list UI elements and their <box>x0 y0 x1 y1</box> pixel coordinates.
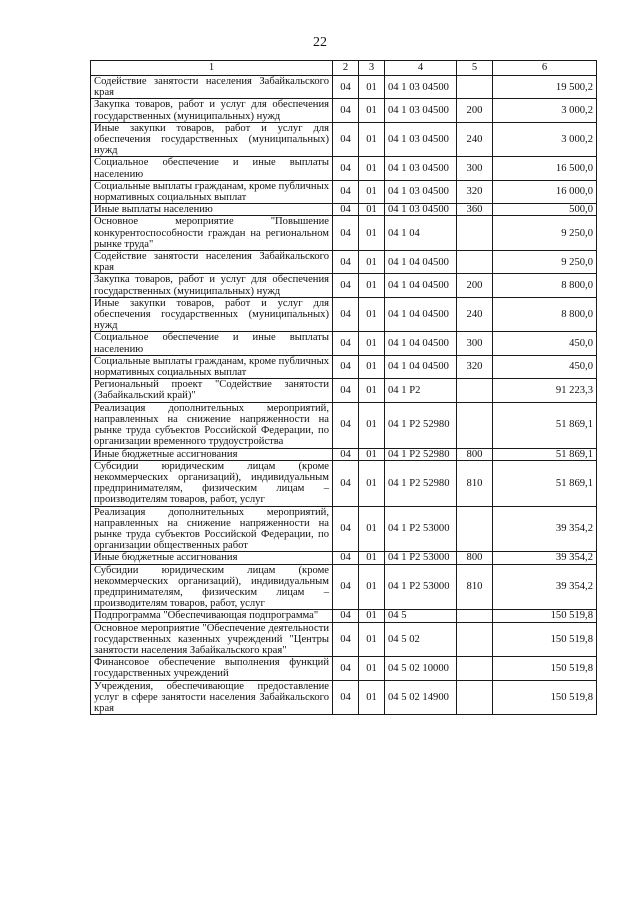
row-name-cell: Субсидии юридическим лицам (кроме некоммерческих организаций), индивидуальным предпринимателям, физическим лицам – производителям товаров, работ, услуг <box>91 460 333 506</box>
row-col3-cell: 01 <box>359 297 385 332</box>
row-amount-cell: 150 519,8 <box>493 657 597 680</box>
row-col2-cell: 04 <box>333 76 359 99</box>
row-code-cell: 04 1 03 04500 <box>385 122 457 157</box>
row-col2-cell: 04 <box>333 204 359 216</box>
table-row <box>91 216 597 251</box>
row-col2-cell: 04 <box>333 297 359 332</box>
header-col-5: 5 <box>457 61 493 76</box>
row-code-cell: 04 1 P2 53000 <box>385 552 457 564</box>
table-row <box>91 402 597 448</box>
row-col3-cell: 01 <box>359 622 385 657</box>
row-name-cell: Социальное обеспечение и иные выплаты населению <box>91 332 333 355</box>
row-amount-cell: 8 800,0 <box>493 297 597 332</box>
row-type-cell: 800 <box>457 552 493 564</box>
row-col2-cell: 04 <box>333 552 359 564</box>
table-row <box>91 657 597 680</box>
row-amount-cell: 91 223,3 <box>493 379 597 402</box>
page-number: 22 <box>313 35 327 50</box>
row-amount-cell: 3 000,2 <box>493 122 597 157</box>
row-code-cell: 04 1 03 04500 <box>385 204 457 216</box>
row-amount-cell: 450,0 <box>493 332 597 355</box>
row-code-cell: 04 1 03 04500 <box>385 180 457 203</box>
row-col2-cell: 04 <box>333 274 359 297</box>
row-col3-cell: 01 <box>359 680 385 715</box>
header-col-4: 4 <box>385 61 457 76</box>
table-row <box>91 552 597 564</box>
row-code-cell: 04 1 P2 52980 <box>385 402 457 448</box>
row-name-cell: Реализация дополнительных мероприятий, направленных на снижение напряженности на рынке труда субъектов Российской Федерации, по организации общественных работ <box>91 506 333 552</box>
row-col2-cell: 04 <box>333 216 359 251</box>
row-type-cell: 200 <box>457 99 493 122</box>
row-name-cell: Учреждения, обеспечивающие предоставление услуг в сфере занятости населения Забайкальского края <box>91 680 333 715</box>
row-code-cell: 04 1 04 04500 <box>385 355 457 378</box>
row-col3-cell: 01 <box>359 355 385 378</box>
table-row <box>91 99 597 122</box>
row-col3-cell: 01 <box>359 402 385 448</box>
row-type-cell <box>457 251 493 274</box>
row-code-cell: 04 1 04 <box>385 216 457 251</box>
row-type-cell <box>457 216 493 251</box>
row-name-cell: Субсидии юридическим лицам (кроме некоммерческих организаций), индивидуальным предпринимателям, физическим лицам – производителям товаров, работ, услуг <box>91 564 333 610</box>
row-name-cell: Содействие занятости населения Забайкальского края <box>91 76 333 99</box>
row-col2-cell: 04 <box>333 402 359 448</box>
row-name-cell: Реализация дополнительных мероприятий, направленных на снижение напряженности на рынке труда субъектов Российской Федерации, по организации временного трудоустройства <box>91 402 333 448</box>
row-col2-cell: 04 <box>333 460 359 506</box>
row-col3-cell: 01 <box>359 448 385 460</box>
row-col2-cell: 04 <box>333 332 359 355</box>
table-row <box>91 180 597 203</box>
row-type-cell <box>457 622 493 657</box>
row-amount-cell: 150 519,8 <box>493 610 597 622</box>
row-type-cell: 300 <box>457 332 493 355</box>
row-amount-cell: 3 000,2 <box>493 99 597 122</box>
row-col2-cell: 04 <box>333 157 359 180</box>
row-col3-cell: 01 <box>359 657 385 680</box>
row-col2-cell: 04 <box>333 610 359 622</box>
header-col-3: 3 <box>359 61 385 76</box>
row-col2-cell: 04 <box>333 564 359 610</box>
row-col3-cell: 01 <box>359 216 385 251</box>
row-amount-cell: 9 250,0 <box>493 216 597 251</box>
row-amount-cell: 450,0 <box>493 355 597 378</box>
row-code-cell: 04 5 02 14900 <box>385 680 457 715</box>
row-code-cell: 04 5 02 <box>385 622 457 657</box>
row-col3-cell: 01 <box>359 76 385 99</box>
row-name-cell: Иные выплаты населению <box>91 204 333 216</box>
row-amount-cell: 51 869,1 <box>493 402 597 448</box>
row-col3-cell: 01 <box>359 274 385 297</box>
row-col2-cell: 04 <box>333 355 359 378</box>
row-amount-cell: 51 869,1 <box>493 460 597 506</box>
table-row <box>91 610 597 622</box>
table-row <box>91 157 597 180</box>
row-type-cell <box>457 610 493 622</box>
row-code-cell: 04 1 04 04500 <box>385 297 457 332</box>
table-row <box>91 204 597 216</box>
row-name-cell: Основное мероприятие "Повышение конкурентоспособности граждан на региональном рынке труда" <box>91 216 333 251</box>
table-row <box>91 622 597 657</box>
row-code-cell: 04 1 04 04500 <box>385 251 457 274</box>
row-col3-cell: 01 <box>359 379 385 402</box>
row-name-cell: Социальное обеспечение и иные выплаты населению <box>91 157 333 180</box>
table-row <box>91 76 597 99</box>
row-code-cell: 04 1 P2 <box>385 379 457 402</box>
row-col2-cell: 04 <box>333 251 359 274</box>
row-col3-cell: 01 <box>359 564 385 610</box>
row-type-cell: 240 <box>457 122 493 157</box>
budget-table <box>90 60 597 715</box>
row-col3-cell: 01 <box>359 157 385 180</box>
row-name-cell: Закупка товаров, работ и услуг для обеспечения государственных (муниципальных) нужд <box>91 99 333 122</box>
table-row <box>91 297 597 332</box>
row-amount-cell: 39 354,2 <box>493 564 597 610</box>
row-amount-cell: 8 800,0 <box>493 274 597 297</box>
row-col2-cell: 04 <box>333 622 359 657</box>
row-name-cell: Иные бюджетные ассигнования <box>91 448 333 460</box>
row-type-cell: 320 <box>457 355 493 378</box>
row-amount-cell: 150 519,8 <box>493 680 597 715</box>
row-col2-cell: 04 <box>333 506 359 552</box>
row-code-cell: 04 1 P2 52980 <box>385 448 457 460</box>
row-name-cell: Подпрограмма "Обеспечивающая подпрограмма" <box>91 610 333 622</box>
row-col3-cell: 01 <box>359 460 385 506</box>
row-type-cell: 800 <box>457 448 493 460</box>
row-code-cell: 04 5 02 10000 <box>385 657 457 680</box>
row-amount-cell: 19 500,2 <box>493 76 597 99</box>
row-type-cell: 200 <box>457 274 493 297</box>
header-col-1: 1 <box>91 61 333 76</box>
row-type-cell: 300 <box>457 157 493 180</box>
row-col3-cell: 01 <box>359 506 385 552</box>
row-name-cell: Закупка товаров, работ и услуг для обеспечения государственных (муниципальных) нужд <box>91 274 333 297</box>
row-type-cell <box>457 402 493 448</box>
row-code-cell: 04 1 03 04500 <box>385 99 457 122</box>
row-col2-cell: 04 <box>333 657 359 680</box>
table-row <box>91 379 597 402</box>
row-amount-cell: 51 869,1 <box>493 448 597 460</box>
row-col2-cell: 04 <box>333 99 359 122</box>
row-name-cell: Региональный проект "Содействие занятости (Забайкальский край)" <box>91 379 333 402</box>
table-row <box>91 274 597 297</box>
row-name-cell: Основное мероприятие "Обеспечение деятельности государственных казенных учреждений "Центры занятости населения Забайкальского края" <box>91 622 333 657</box>
row-col2-cell: 04 <box>333 680 359 715</box>
row-type-cell: 240 <box>457 297 493 332</box>
row-name-cell: Иные бюджетные ассигнования <box>91 552 333 564</box>
row-col3-cell: 01 <box>359 552 385 564</box>
row-col3-cell: 01 <box>359 122 385 157</box>
row-amount-cell: 39 354,2 <box>493 506 597 552</box>
row-code-cell: 04 1 P2 53000 <box>385 564 457 610</box>
row-col3-cell: 01 <box>359 332 385 355</box>
row-name-cell: Социальные выплаты гражданам, кроме публичных нормативных социальных выплат <box>91 355 333 378</box>
table-row <box>91 355 597 378</box>
row-col3-cell: 01 <box>359 610 385 622</box>
table-row <box>91 122 597 157</box>
header-col-2: 2 <box>333 61 359 76</box>
row-type-cell: 360 <box>457 204 493 216</box>
row-type-cell: 810 <box>457 564 493 610</box>
table-row <box>91 332 597 355</box>
row-amount-cell: 9 250,0 <box>493 251 597 274</box>
row-col3-cell: 01 <box>359 204 385 216</box>
row-name-cell: Социальные выплаты гражданам, кроме публичных нормативных социальных выплат <box>91 180 333 203</box>
row-col2-cell: 04 <box>333 379 359 402</box>
table-row <box>91 680 597 715</box>
row-code-cell: 04 1 03 04500 <box>385 157 457 180</box>
row-type-cell <box>457 657 493 680</box>
row-type-cell <box>457 506 493 552</box>
table-row <box>91 448 597 460</box>
row-amount-cell: 16 000,0 <box>493 180 597 203</box>
row-type-cell <box>457 680 493 715</box>
header-row <box>91 61 597 76</box>
row-col3-cell: 01 <box>359 99 385 122</box>
row-type-cell <box>457 379 493 402</box>
row-code-cell: 04 1 04 04500 <box>385 332 457 355</box>
table-row <box>91 506 597 552</box>
row-name-cell: Финансовое обеспечение выполнения функций государственных учреждений <box>91 657 333 680</box>
row-amount-cell: 500,0 <box>493 204 597 216</box>
table-row <box>91 251 597 274</box>
row-amount-cell: 39 354,2 <box>493 552 597 564</box>
row-code-cell: 04 1 P2 52980 <box>385 460 457 506</box>
row-type-cell: 810 <box>457 460 493 506</box>
header-col-6: 6 <box>493 61 597 76</box>
row-name-cell: Иные закупки товаров, работ и услуг для обеспечения государственных (муниципальных) нужд <box>91 297 333 332</box>
table-row <box>91 564 597 610</box>
row-name-cell: Иные закупки товаров, работ и услуг для обеспечения государственных (муниципальных) нужд <box>91 122 333 157</box>
row-col2-cell: 04 <box>333 180 359 203</box>
row-col2-cell: 04 <box>333 448 359 460</box>
row-type-cell: 320 <box>457 180 493 203</box>
row-amount-cell: 150 519,8 <box>493 622 597 657</box>
row-code-cell: 04 1 03 04500 <box>385 76 457 99</box>
row-col2-cell: 04 <box>333 122 359 157</box>
row-code-cell: 04 1 04 04500 <box>385 274 457 297</box>
row-code-cell: 04 1 P2 53000 <box>385 506 457 552</box>
row-code-cell: 04 5 <box>385 610 457 622</box>
row-col3-cell: 01 <box>359 251 385 274</box>
row-name-cell: Содействие занятости населения Забайкальского края <box>91 251 333 274</box>
row-col3-cell: 01 <box>359 180 385 203</box>
row-type-cell <box>457 76 493 99</box>
row-amount-cell: 16 500,0 <box>493 157 597 180</box>
table-row <box>91 460 597 506</box>
